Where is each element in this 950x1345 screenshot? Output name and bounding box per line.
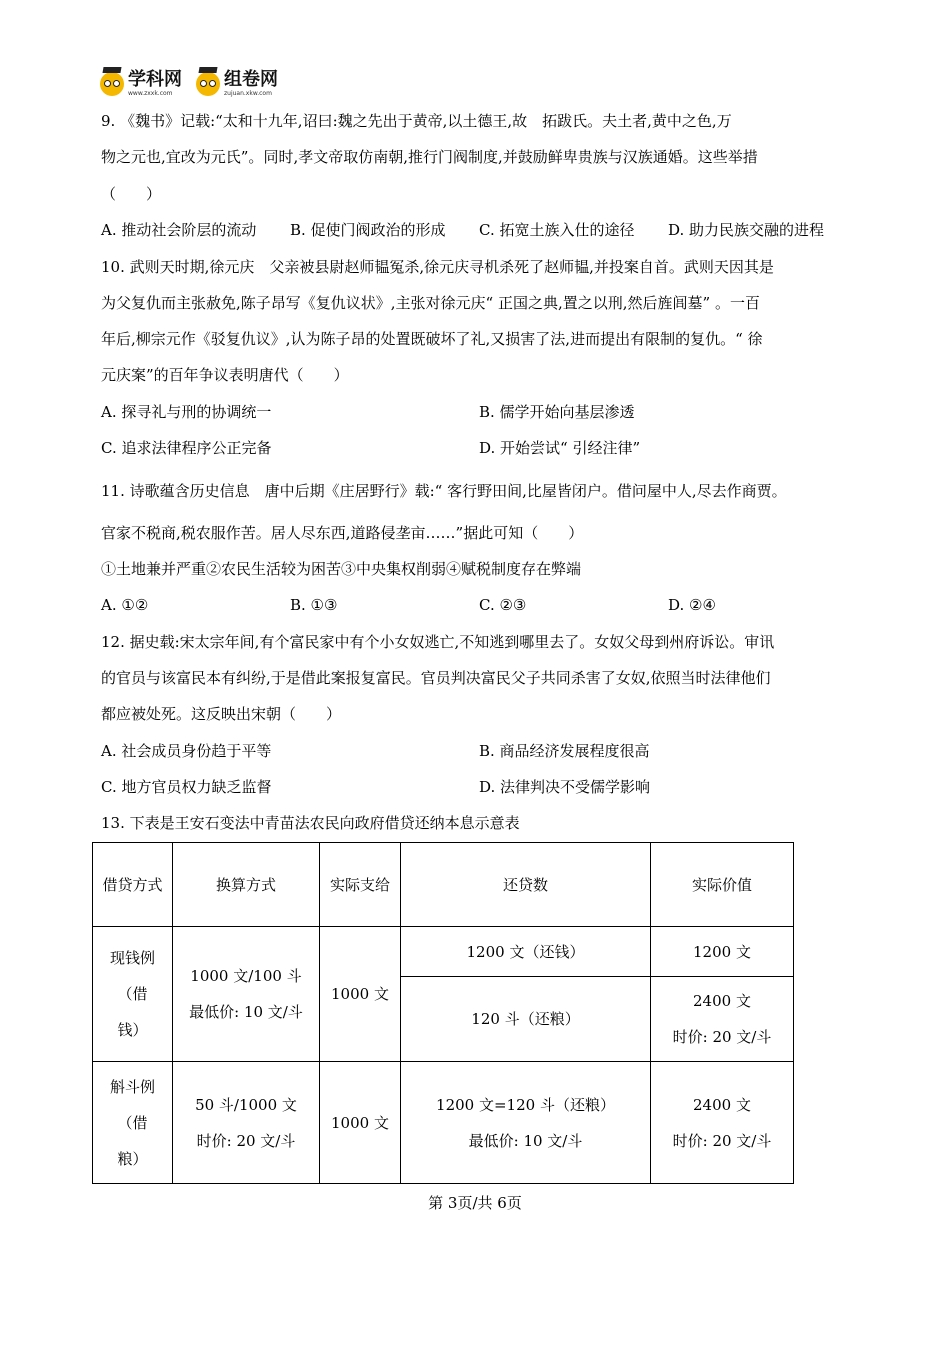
cell-line: 1200 文=120 斗（还粮） (436, 1095, 615, 1114)
table-header-text: 还贷数 (502, 875, 548, 894)
table-header-cell (651, 843, 794, 927)
cell-line: 时价: 20 文/斗 (672, 1131, 772, 1150)
q9-option-d: D. 助力民族交融的进程 (668, 221, 825, 239)
q11-option-d: D. ②④ (668, 596, 716, 614)
q12-option-b: B. 商品经济发展程度很高 (479, 742, 650, 760)
cell-line: 1200 文（还钱） (466, 942, 585, 961)
q10-line: 年后,柳宗元作《驳复仇议》,认为陈子昂的处置既破坏了礼,又损害了法,进而提出有限制的复仇。“ 徐 (101, 330, 763, 348)
q11-option-c: C. ②③ (479, 596, 527, 614)
table-cell (651, 927, 794, 977)
q12-option-c: C. 地方官员权力缺乏监督 (101, 778, 272, 796)
table-header-cell (401, 843, 651, 927)
table-row (93, 927, 794, 977)
page-number: 第 3页/共 6页 (428, 1194, 522, 1212)
owl-logo-icon (196, 72, 220, 96)
logo-url: www.zxxk.com (128, 90, 173, 97)
table-header-cell (173, 843, 320, 927)
q11-line: ①土地兼并严重②农民生活较为困苦③中央集权削弱④赋税制度存在弊端 (101, 560, 582, 578)
cell-line: 1000 文 (331, 1113, 389, 1132)
owl-logo-icon (100, 72, 124, 96)
table-header-cell (320, 843, 401, 927)
q12-line: 都应被处死。这反映出宋朝（ ） (101, 705, 342, 723)
q9-option-b: B. 促使门阀政治的形成 (290, 221, 446, 239)
q10-option-b: B. 儒学开始向基层渗透 (479, 403, 635, 421)
cell-line: 最低价: 10 文/斗 (189, 1003, 303, 1021)
table-cell (651, 1062, 794, 1184)
cell-line: （借 (117, 1113, 148, 1132)
header-logos (100, 68, 292, 100)
q9-option-a: A. 推动社会阶层的流动 (101, 221, 257, 239)
table-cell (173, 1062, 320, 1184)
q9-line: 物之元也,宜改为元氏”。同时,孝文帝取仿南朝,推行门阀制度,并鼓励鲜卑贵族与汉族通婚。这些举措 (101, 148, 758, 166)
q12-line: 12. 据史载:宋太宗年间,有个富民家中有个小女奴逃亡,不知逃到哪里去了。女奴父母到州府诉讼。审讯 (101, 633, 775, 651)
q10-option-d: D. 开始尝试“ 引经注律” (479, 439, 641, 457)
q10-line: 10. 武则天时期,徐元庆 父亲被县尉赵师韫冤杀,徐元庆寻机杀死了赵师韫,并投案自首。武则天因其是 (101, 258, 774, 276)
table-cell (401, 977, 651, 1062)
table-header-text: 实际支给 (329, 875, 390, 894)
table-cell (651, 977, 794, 1062)
q11-option-a: A. ①② (101, 596, 149, 614)
cell-line: 粮） (117, 1149, 148, 1168)
table-cell (401, 927, 651, 977)
q10-line: 为父复仇而主张赦免,陈子昂写《复仇议状》,主张对徐元庆“ 正国之典,置之以刑,然后旌闾墓” 。一百 (101, 294, 760, 312)
q12-option-a: A. 社会成员身份趋于平等 (101, 742, 272, 760)
cell-line: 1200 文 (693, 942, 751, 961)
cell-line: 钱） (117, 1021, 148, 1039)
table-header-text: 借贷方式 (102, 875, 163, 894)
table-header-text: 实际价值 (691, 875, 752, 894)
cell-line: 1000 文 (331, 985, 389, 1003)
q9-line: （ ） (101, 185, 162, 203)
cell-line: 时价: 20 文/斗 (196, 1131, 296, 1150)
cell-line: 最低价: 10 文/斗 (468, 1131, 583, 1150)
q12-option-d: D. 法律判决不受儒学影响 (479, 778, 651, 796)
table-row (93, 1062, 794, 1184)
table-header-row (93, 843, 794, 927)
q13-title: 13. 下表是王安石变法中青苗法农民向政府借贷还纳本息示意表 (101, 814, 520, 832)
logo-name: 组卷网 (224, 69, 278, 90)
q9-option-c: C. 拓宽土族入仕的途径 (479, 221, 635, 239)
table-cell (320, 1062, 401, 1184)
cell-line: （借 (117, 985, 148, 1003)
logo-name: 学科网 (128, 69, 182, 90)
table-header-text: 换算方式 (215, 875, 276, 894)
logo-zujuanwang (196, 71, 278, 97)
table-cell (173, 927, 320, 1062)
table-header-cell (93, 843, 173, 927)
q10-option-a: A. 探寻礼与刑的协调统一 (101, 403, 272, 421)
cell-line: 2400 文 (693, 992, 751, 1010)
q9-line: 9. 《魏书》记载:“太和十九年,诏曰:魏之先出于黄帝,以土德王,故 拓跋氏。夫土者,黄中之色,万 (101, 112, 732, 130)
cell-line: 斛斗例 (109, 1077, 155, 1096)
cell-line: 时价: 20 文/斗 (672, 1028, 772, 1046)
cell-line: 现钱例 (109, 949, 155, 967)
q11-line: 11. 诗歌蕴含历史信息 唐中后期《庄居野行》载:“ 客行野田间,比屋皆闭户。借问屋中人,尽去作商贾。 (101, 482, 787, 500)
table-cell (93, 1062, 173, 1184)
table-cell (401, 1062, 651, 1184)
logo-url: zujuan.xkw.com (224, 90, 272, 97)
logo-xuekewang (100, 71, 182, 97)
cell-line: 1000 文/100 斗 (190, 967, 302, 985)
q11-line: 官家不税商,税农服作苦。居人尽东西,道路侵垄亩……”据此可知（ ） (101, 524, 584, 542)
cell-line: 2400 文 (693, 1095, 751, 1114)
table-cell (320, 927, 401, 1062)
q10-option-c: C. 追求法律程序公正完备 (101, 439, 272, 457)
q12-line: 的官员与该富民本有纠纷,于是借此案报复富民。官员判决富民父子共同杀害了女奴,依照当时法律他们 (101, 669, 771, 687)
cell-line: 50 斗/1000 文 (195, 1095, 297, 1114)
q13-table (92, 842, 794, 1184)
q10-line: 元庆案”的百年争议表明唐代（ ） (101, 366, 349, 384)
table-cell (93, 927, 173, 1062)
q11-option-b: B. ①③ (290, 596, 338, 614)
cell-line: 120 斗（还粮） (471, 1010, 580, 1028)
